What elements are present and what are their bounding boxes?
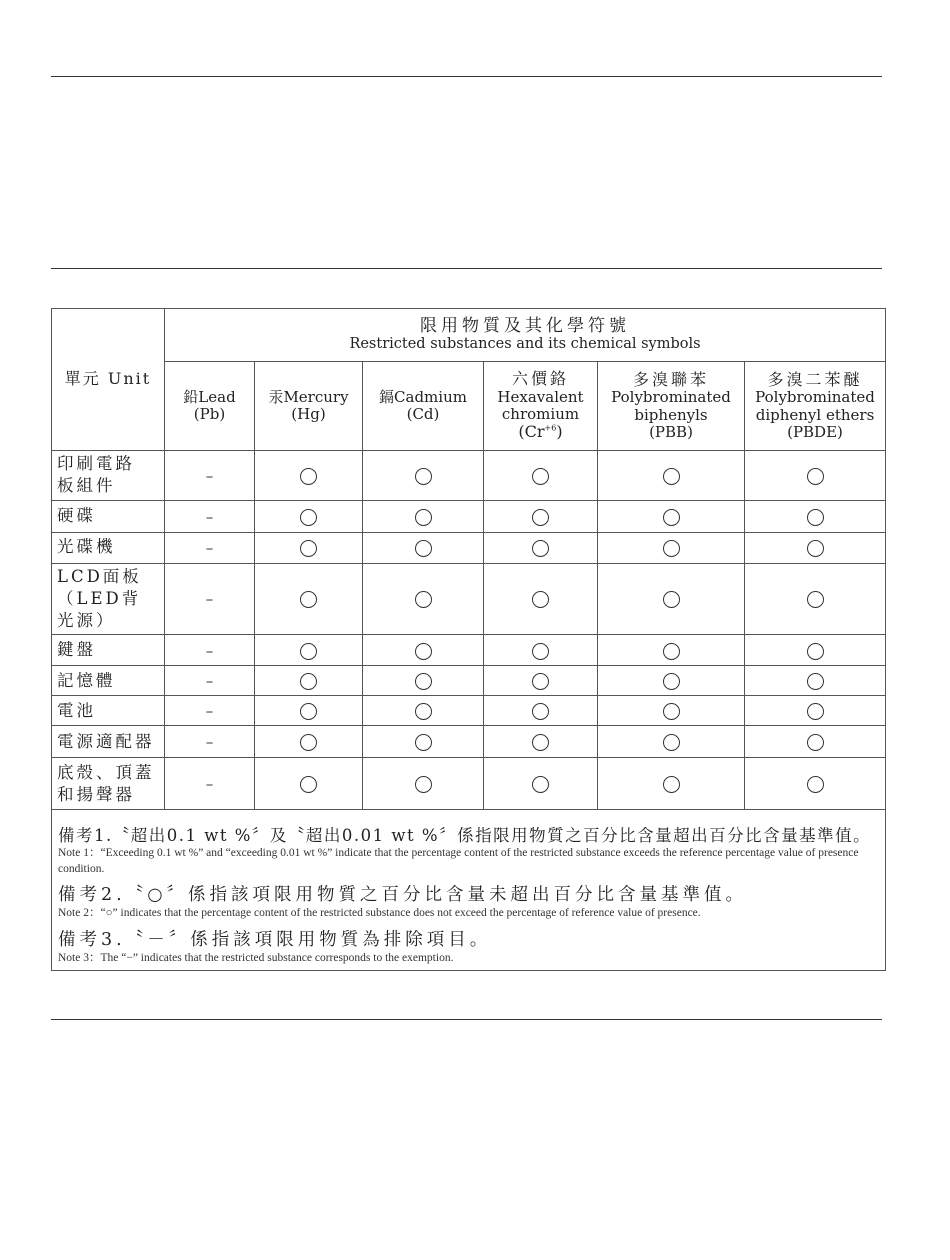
compliant-circle-icon (807, 540, 824, 557)
substances-title (165, 309, 886, 362)
note-2-chinese: 備考2.〝○〞係指該項限用物質之百分比含量未超出百分比含量基準值。 (58, 885, 747, 906)
compliant-circle-icon (663, 734, 680, 751)
exemption-dash: – (205, 590, 214, 609)
substance-mark-cell (745, 758, 886, 810)
substance-mark-cell (363, 726, 484, 758)
unit-name-line: 光源） (57, 611, 116, 631)
exemption-dash: – (205, 775, 214, 794)
unit-name-cell (52, 532, 165, 563)
substance-mark-cell (484, 666, 598, 696)
substance-mark-cell (484, 563, 598, 635)
compliant-circle-icon (300, 509, 317, 526)
substance-zh-name: 多溴二苯醚 (767, 369, 863, 389)
unit-name-cell (52, 758, 165, 810)
substance-mark-cell (165, 726, 255, 758)
substance-mark-cell (363, 758, 484, 810)
substance-mark-cell (745, 696, 886, 726)
unit-name-line: 硬碟 (57, 505, 96, 525)
unit-name-line: （LED背 (57, 588, 142, 608)
notes-section (52, 810, 886, 971)
substance-mark-cell (745, 500, 886, 532)
exemption-dash: – (205, 466, 214, 485)
substance-mark-cell (165, 500, 255, 532)
table-row (52, 451, 886, 501)
substance-mark-cell (598, 532, 745, 563)
substance-label-line: diphenyl ethers (755, 405, 875, 424)
substance-mark-cell (484, 532, 598, 563)
exemption-dash: – (205, 672, 214, 691)
compliant-circle-icon (300, 591, 317, 608)
unit-name-cell (52, 726, 165, 758)
substance-mark-cell (745, 666, 886, 696)
substance-label-line: (Hg) (291, 405, 326, 423)
compliant-circle-icon (415, 509, 432, 526)
compliant-circle-icon (415, 776, 432, 793)
unit-name-line: 板組件 (57, 476, 116, 496)
upper-divider (51, 268, 882, 269)
compliant-circle-icon (532, 468, 549, 485)
substance-mark-cell (484, 635, 598, 666)
table-row (52, 726, 886, 758)
substance-mark-cell (484, 500, 598, 532)
substance-mark-cell (255, 726, 363, 758)
compliant-circle-icon (807, 734, 824, 751)
unit-name-cell (52, 635, 165, 666)
compliant-circle-icon (300, 540, 317, 557)
substance-mark-cell (363, 451, 484, 501)
substance-mark-cell (484, 696, 598, 726)
substance-mark-cell (165, 563, 255, 635)
substance-mark-cell (255, 696, 363, 726)
table-row (52, 532, 886, 563)
unit-name-line: 鍵盤 (57, 640, 96, 660)
substance-mark-cell (598, 563, 745, 635)
substance-label-line: (PBB) (649, 422, 693, 441)
unit-name-cell (52, 563, 165, 635)
compliant-circle-icon (807, 509, 824, 526)
substance-label-line: (Pb) (193, 405, 226, 423)
substance-mark-cell (598, 696, 745, 726)
compliant-circle-icon (532, 540, 549, 557)
compliant-circle-icon (807, 643, 824, 660)
compliant-circle-icon (532, 643, 549, 660)
compliant-circle-icon (300, 468, 317, 485)
substance-zh-name: 六價鉻 (511, 369, 569, 389)
substance-label-line: Polybrominated (755, 388, 875, 407)
compliant-circle-icon (807, 703, 824, 720)
note-3-chinese: 備考3.〝－〞係指該項限用物質為排除項目。 (58, 929, 492, 950)
compliant-circle-icon (663, 591, 680, 608)
symbol-superscript: +6 (544, 423, 557, 433)
substance-header-0 (165, 362, 255, 451)
compliant-circle-icon (532, 591, 549, 608)
substance-label-line: (Cd) (406, 405, 440, 423)
compliant-circle-icon (807, 591, 824, 608)
substance-mark-cell (363, 635, 484, 666)
compliant-circle-icon (300, 643, 317, 660)
compliant-circle-icon (663, 703, 680, 720)
compliant-circle-icon (415, 540, 432, 557)
substance-mark-cell (255, 500, 363, 532)
table-row (52, 500, 886, 532)
exemption-dash: – (205, 641, 214, 660)
substance-mark-cell (165, 451, 255, 501)
compliant-circle-icon (663, 468, 680, 485)
substance-mark-cell (363, 666, 484, 696)
substance-mark-cell (598, 666, 745, 696)
title-chinese: 限用物質及其化學符號 (420, 315, 630, 336)
compliant-circle-icon (415, 734, 432, 751)
substance-mark-cell (255, 758, 363, 810)
table-row (52, 563, 886, 635)
substance-zh-name: 多溴聯苯 (632, 369, 709, 389)
compliant-circle-icon (415, 643, 432, 660)
compliant-circle-icon (415, 673, 432, 690)
substance-mark-cell (745, 726, 886, 758)
substance-label-line: Polybrominated (611, 388, 731, 407)
compliant-circle-icon (807, 468, 824, 485)
substance-mark-cell (255, 666, 363, 696)
substance-mark-cell (484, 726, 598, 758)
compliant-circle-icon (532, 703, 549, 720)
substance-header-1 (255, 362, 363, 451)
compliant-circle-icon (532, 734, 549, 751)
bottom-divider (51, 1019, 882, 1020)
substance-label-line: Hexavalent (497, 387, 584, 406)
substance-mark-cell (165, 532, 255, 563)
substance-mark-cell (363, 696, 484, 726)
substance-header-3 (484, 362, 598, 451)
substance-mark-cell (165, 696, 255, 726)
substance-mark-cell (363, 532, 484, 563)
compliant-circle-icon (532, 776, 549, 793)
exemption-dash: – (205, 733, 214, 752)
substance-header-4 (598, 362, 745, 451)
table-row (52, 696, 886, 726)
substance-mark-cell (745, 532, 886, 563)
substance-label-line: 鎘Cadmium (379, 387, 467, 406)
compliant-circle-icon (663, 776, 680, 793)
note-1-english: Note 1：“Exceeding 0.1 wt %” and “exceeding 0.01 wt %” indicate that the percentage content of the restricted substance exceeds the reference percentage value of presence condition. (58, 847, 859, 875)
table-row (52, 758, 886, 810)
exemption-dash: – (205, 507, 214, 526)
substance-mark-cell (165, 758, 255, 810)
substance-header-5 (745, 362, 886, 451)
substance-label-line: (PBDE) (787, 422, 843, 441)
unit-name-cell (52, 451, 165, 501)
compliant-circle-icon (532, 509, 549, 526)
note-3-english: Note 3：The “−” indicates that the restricted substance corresponds to the exemption. (58, 951, 454, 964)
substance-mark-cell (598, 500, 745, 532)
unit-name-line: 光碟機 (57, 537, 116, 557)
compliant-circle-icon (415, 591, 432, 608)
substance-mark-cell (363, 500, 484, 532)
exemption-dash: – (205, 539, 214, 558)
compliant-circle-icon (663, 509, 680, 526)
substance-mark-cell (165, 635, 255, 666)
title-english: Restricted substances and its chemical symbols (349, 336, 701, 353)
unit-name-line: 電池 (57, 700, 96, 720)
exemption-dash: – (205, 702, 214, 721)
table-row (52, 635, 886, 666)
compliant-circle-icon (663, 673, 680, 690)
compliant-circle-icon (300, 734, 317, 751)
substance-label-line: chromium (501, 405, 580, 423)
note-1-chinese: 備考1.〝超出0.1 wt %〞及〝超出0.01 wt %〞係指限用物質之百分比含量超出百分比含量基準值。 (58, 826, 872, 846)
compliant-circle-icon (663, 643, 680, 660)
substance-label-line: 鉛Lead (183, 387, 236, 406)
substance-mark-cell (745, 563, 886, 635)
unit-name-line: 記憶體 (57, 670, 116, 690)
compliant-circle-icon (415, 468, 432, 485)
compliant-circle-icon (532, 673, 549, 690)
table-row (52, 666, 886, 696)
note-2-english: Note 2：“○” indicates that the percentage content of the restricted substance does not exceed the percentage of reference value of presence. (58, 907, 701, 920)
substance-mark-cell (484, 451, 598, 501)
unit-column-header: 單元 Unit (52, 309, 165, 451)
substance-mark-cell (484, 758, 598, 810)
substance-label-line: biphenyls (634, 405, 708, 424)
substance-symbol (484, 423, 597, 441)
substance-mark-cell (255, 451, 363, 501)
substance-mark-cell (363, 563, 484, 635)
compliant-circle-icon (415, 703, 432, 720)
substance-label-line: 汞Mercury (268, 387, 349, 406)
symbol-end: ) (556, 422, 563, 442)
substance-mark-cell (598, 451, 745, 501)
substance-mark-cell (255, 635, 363, 666)
symbol-base: (Cr (518, 422, 545, 442)
restricted-substances-table (51, 308, 886, 971)
substance-mark-cell (165, 666, 255, 696)
unit-name-line: 電源適配器 (57, 731, 155, 751)
substance-mark-cell (598, 758, 745, 810)
substance-mark-cell (255, 532, 363, 563)
compliant-circle-icon (300, 776, 317, 793)
compliant-circle-icon (807, 673, 824, 690)
unit-name-line: LCD面板 (57, 566, 142, 586)
unit-name-cell (52, 500, 165, 532)
substance-header-2 (363, 362, 484, 451)
top-divider (51, 76, 882, 77)
substance-mark-cell (745, 451, 886, 501)
unit-name-line: 底殼、頂蓋 (57, 762, 155, 782)
substance-mark-cell (745, 635, 886, 666)
substance-mark-cell (255, 563, 363, 635)
compliant-circle-icon (807, 776, 824, 793)
unit-name-cell (52, 666, 165, 696)
substance-mark-cell (598, 726, 745, 758)
substance-mark-cell (598, 635, 745, 666)
compliant-circle-icon (300, 673, 317, 690)
unit-name-cell (52, 696, 165, 726)
unit-name-line: 印刷電路 (57, 454, 135, 473)
compliant-circle-icon (300, 703, 317, 720)
compliant-circle-icon (663, 540, 680, 557)
unit-name-line: 和揚聲器 (57, 784, 135, 804)
